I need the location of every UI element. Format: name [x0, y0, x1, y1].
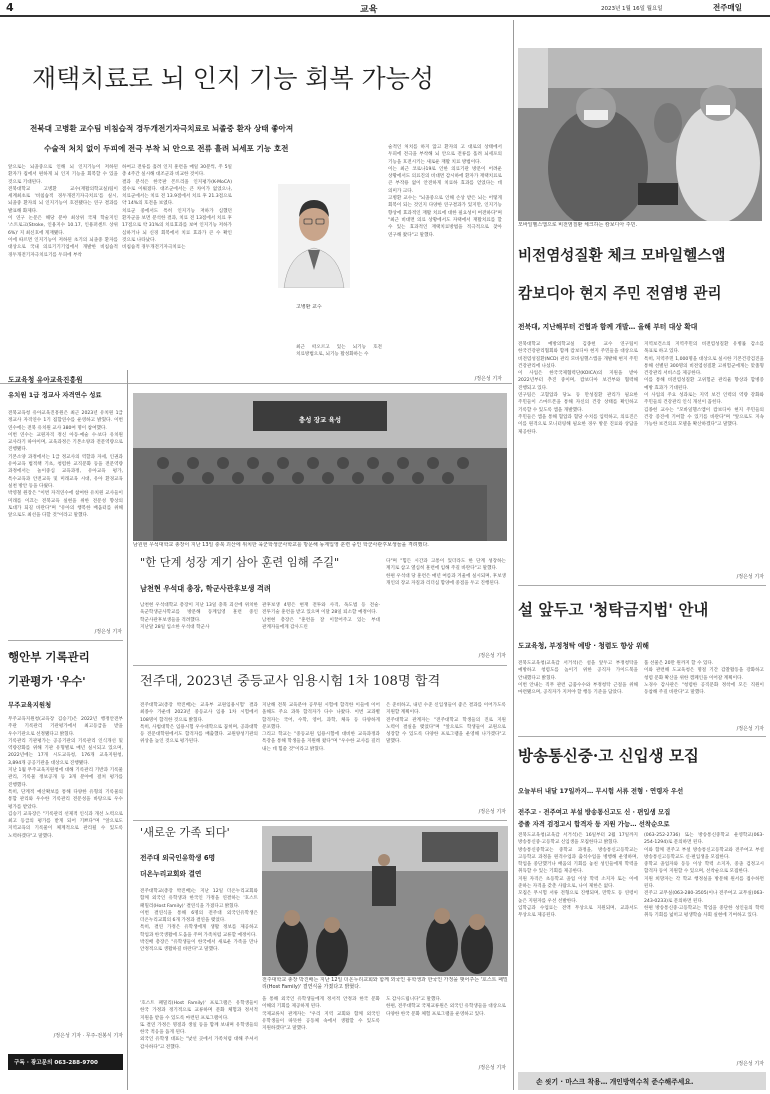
training-col-1: 남천현 우석대학교 총장이 지난 13일 충북 괴산에 위치한 육군학생군사학교를 방문해 동계입영 훈련 중인 학군사관후보생들을 격려했다. 지난달 28일 입소한 우석대 학군사 [140, 603, 258, 630]
family-subhead-2: 더온누리교회와 결연 [140, 870, 202, 878]
campaign-text: 손 씻기 · 마스크 착용… 개인방역수칙 준수해주세요. [536, 1078, 694, 1086]
top-col-2: 하여고 전류를 흘려 인지 훈련을 매일 30분씩, 주 5일 총 4주간 실시해 대조군과 비교한 것이다. 결과 분석은 한국판 몬트리올 인지평가(K-MoCA) 점수로 이뤄졌다. 대조군에서는 큰 차이가 없었으나, 치료군에서는 치료 전 13.9점에서 치료 후 21.3점으로 약 14%의 호전을 보였다. 치료군 중에서도 특히 인지기능 저하가 심했던 환자군을 보면 분석한 결과, 치료 전 13점에서 치료 후 17점으로 약 31%의 치료효과를 보여 인지기능 저하가 심하거나 뇌 신경 회복에서 치료 효과가 큰 수 확인 것으로 나타났다. 비침습적 경두개전기자극치료는 [122, 165, 232, 251]
host-family-photo-caption: 전주대학교 총장 박진배는 지난 12일 더온누리교회와 함께 외국인 유학생과 한국인 가정을 맺어주는 '호스트 패밀리(Host Family)' 결연식을 가졌다고 밝혔다. [262, 977, 508, 990]
exam-byline: /정은성 기자 [478, 809, 506, 815]
training-subhead: 남천현 우석대 총장, 학군사관후보생 격려 [140, 584, 271, 593]
woosuk-photo-caption: 남원현 우석대학교 총장이 지난 13일 충북 괴산에 위치한 육군학생군사학교를 방문해 동계입영 훈련 중인 학군사관후보생들을 격려했다. [133, 542, 429, 548]
right-rule-2 [518, 736, 766, 737]
middle-rule-2 [133, 820, 507, 821]
records-kicker: 무주교육지원청 [8, 701, 52, 709]
section-label: 교육 [360, 5, 378, 15]
broadcast-school-byline: /정은성 기자 [736, 1061, 764, 1067]
graft-law-col-1: 전북도교육청(교육감 서거석)은 설을 앞두고 부정청탁을 예방하고 청렴도를 높이기 위한 공직자 가이드북을 안내했다고 밝혔다. 이번 안내는 직무 관련 금품수수와 부정청탁 근절을 위해 마련됐으며, 공직자가 지켜야 할 행동 기준을 담았다. [518, 661, 638, 696]
page-header [0, 0, 770, 15]
kindergarten-kicker: 도교육청 유아교육진흥원 [8, 376, 83, 384]
paper-name: 전주매일 [713, 3, 742, 12]
family-col-3: 을 통해 외국인 유학생들에게 정서적 안정과 한국 문화 이해의 기회를 제공하게 된다. 국제교류처 관계자는 "우리 지역 교회와 함께 외국인 유학생들이 따뜻한 공동체 속에서 생활할 수 있도록 지원하겠다"고 말했다. [262, 997, 380, 1032]
top-article [0, 20, 512, 384]
campaign-banner [518, 1072, 766, 1090]
graft-law-subhead: 도교육청, 부정청탁 예방 · 청렴도 향상 위해 [518, 642, 649, 650]
kindergarten-body: 전북교육청 유아교육진흥원은 최근 2023년 유치원 1급 정교사 자격연수 1기 집합연수를 운영하고 밝혔다. 이번 연수에는 전북 유치원 교사 380여 명이 참여했다. 이번 연수는 교원자격 정신 아동·예술 수·보다 유치원 교사라기 따아이며, 교육과정은 기본소양과 전문역량으로 진행됐다. 기본소양 과정에서는 1급 정교사의 역할과 자세, 인권과 유아교육 법적책 기초, 청렴한 교직문화 등을 전문역량 과정에서는 놀이중심 교육과정, 유아교육 평가, 특수교육과 안전교육 및 미래교육 시대, 유아 환경교육 실천 방안 등을 다뤘다. 박영철 원장은 "이번 자격연수에 참여한 유치원 교사들이 미래를 이끄는 전북교육 실현을 위한 전문성 향상의 토대가 되길 바란다"며 "유아의 행복한 배움터를 위해 앞으로도 최선을 다할 것"이라고 말했다. [8, 411, 123, 519]
family-subhead-1: 전주대 외국인유학생 6명 [140, 854, 216, 862]
broadcast-school-subhead-1: 오늘부터 내달 17일까지… 무시험 서류 전형 · 연령자 우선 [518, 787, 684, 795]
top-byline: /정은성 기자 [474, 376, 502, 382]
family-quote: '새로운 가족 되다' [140, 826, 230, 839]
records-body: 무주교육지원청(교육장 김승기)은 2022년 행정안전부 주관 기록관리 기관평가에서 최고등급을 받을 우수기관으로 선정됐다고 밝혔다. 기록관리 기관평가는 공공기관의 기록관리 인식개선 및 역량강화를 위해 기관 유형별로 매년 실시되고 있으며, 2022년에는 17개 시도교육청, 176개 교육지원청, 3,894개 공공기관을 대상으로 진행됐다. 지난 1월 무주교육지원청에 대해 기록관리 기반과 기록물 관리, 기록물 정보공개 등 3개 분야에 걸쳐 평가를 진행했다. 특히, 단계적 예산확보를 통해 다양한 유형의 기록물의 통합 관리와 우수한 기록관리 전문성을 바탕으로 우수 평가를 받았다. 김승기 교육장은 "기록관리 선제적 인식과 개선 노력으로 최고 등급의 평가를 받게 되어 기쁘다"며 "앞으로도 지역교육의 기록물이 체계적으로 관리될 수 있도록 노력하겠다"고 말했다. [8, 717, 123, 839]
exam-col-3: 은 준비하고, 내년 수준 신입생들이 좋은 결과를 이어가도록 지원할 계획이다. 전주대학교 관계자는 "전주대학교 학생들의 진로 지원 노력이 결실을 맺었다"며 "앞으로도 학생들이 교원으로 성장할 수 있도록 다양한 프로그램을 운영해 나가겠다"고 말했다. [386, 703, 506, 745]
top-headline: 재택치료로 뇌 인지 기능 회복 가능성 [32, 64, 434, 93]
banner-sign: 충성 장교 육성 [298, 416, 342, 424]
kindergarten-byline: /정은성 기자 [94, 629, 122, 635]
health-app-headline-1: 비전염성질환 체크 모바일헬스앱 [518, 247, 726, 264]
top-col-3: 최근 떠오르고 있는 뇌기능 호전 치료방법으로, 뇌기능 활성화하는 수 [296, 345, 382, 358]
family-col-4: 도 감사드립니다"고 말했다. 한편, 전주대학교 국제교류원은 외국인 유학생들을 대상으로 다양한 한국 문화 체험 프로그램을 운영하고 있다. [386, 997, 506, 1017]
records-headline-1: 행안부 기록관리 [8, 650, 90, 664]
issue-date: 2023년 1월 16일 월요일 [601, 6, 663, 12]
left-divider [127, 370, 128, 1090]
subscription-ad [8, 1054, 123, 1070]
kindergarten-subhead: 유치원 1급 정교사 자격연수 성료 [8, 391, 102, 399]
graft-law-headline: 설 앞두고 '청탁금지법' 안내 [518, 600, 709, 619]
top-col-4: 술적인 처치를 하지 않고 환자의 고 대로의 상태에서 두피에 전극을 부착해 뇌 안으로 전류를 흘려 뇌세포의 기능을 호전시키는 새로운 재활 치료 방법이다. 이는 최근 코로나19로 인한 의료기관 방문이 어려운 상황에서도 의료진의 비대면 감시하에 환자가 재택치료로 큰 부작용 없이 안전하게 치료하 효과를 얻었다는 데 의미가 크다. 고병환 교수는 "뇌졸중으로 인해 손상 받은 뇌는 어떻게 회복이 되는 것인지 다양한 연구결과가 있지만, 인지기능 향상에 효과적인 재활 치료에 대한 필요성이 여전하다"며 "최근 비대면 의료 상황에서도 자택에서 재활치료를 할 수 있는 효과적인 재택치료방법을 적극적으로 찾아 연구해 왔다"고 말했다. [388, 145, 502, 238]
exam-col-2: 지난해 전북 교육분야 공무원 시험에 합격한 이들에 이어 올해도 주요 과목 합격자가 다수 나왔다. 이번 교과별 합격자는 국어, 수학, 영어, 과학, 체육 등 다양하게 분포했다. 그리고 학교는 "중등교원 임용시험에 대비한 교육과정과 특강을 통해 학생들을 지원해 왔다"며 "우수한 교사를 길러 내는 데 힘쓸 것"이라고 밝혔다. [262, 703, 380, 752]
training-col-2: 관후보생 4명은 현재 전투와 사격, 독도법 등 전술·전투기술 훈련을 받고 있으며 이달 28일 퇴소할 예정이다. 남천현 총장은 "훈련을 잘 이끌어주고 있는 부대 관계자들에게 감사드린 [262, 603, 380, 630]
subscription-ad-text: 구독 · 광고문의 063-288-9700 [14, 1060, 98, 1066]
mobile-health-caption: 모바일헬스앱으로 비전염질환 체크하는 캄보디아 주민. [518, 222, 638, 228]
left-rule-1 [8, 640, 123, 641]
health-app-col-2: 지역보건소의 지역주민의 비전염성질환 유병률 감소를 목표로 하고 있다. 특히, 지역주민 1,000명을 대상으로 실시한 기본건강검진을 통해 선별된 300명의 비전염성질환 고위험군에게는 맞춤형 건강관리 서비스를 제공한다. 이를 통해 비전염성질환 고위험군 관리율 향상과 합병증 예방 효과가 기대된다. 이 사업의 주요 성과로는 지역 보건 인력의 역량 강화와 주민들의 건강관리 인식 개선이 꼽힌다. 김종헌 교수는 "모바일헬스앱이 캄보디아 현지 주민들의 건강 증진에 기여할 수 있기를 바란다"며 "앞으로도 지속 가능한 보건의료 모델을 확산하겠다"고 말했다. [644, 342, 764, 428]
graft-law-byline: /정은성 기자 [736, 726, 764, 732]
broadcast-school-col-2: (063-252-2736) 또는 방송통신중학교 운영학교(063-254-1294)로 문의하면 된다. 이와 함께 전주고 부설 방송통신고등학교와 전주여고 부설 방송통신고등학교도 신·편입생을 모집한다. 중학교 졸업자와 동등 이상 학력 소지자, 중졸 검정고시 합격자 등이 지원할 수 있으며, 선착순으로 모집한다. 지원 희망자는 각 학교 행정실을 방문해 원서를 접수하면 된다. 전주고 교무실(063-280-3505)이나 전주여고 교무실(063-243-0233)로 문의하면 된다. 한편 방송통신중·고등학교는 학업을 중단한 성인들의 학력 취득 기회를 넓히고 평생학습 사회 실현에 기여하고 있다. [644, 833, 764, 919]
broadcast-school-headline: 방송통신중·고 신입생 모집 [518, 746, 699, 765]
exam-col-1: 전주대학교(총장 박진배)는 교육부 교원임용시험' 결과 최종수 가운데 2023년 중등교사 임용 1차 시험에서 108명이 합격한 것으로 밝혔다. 특히, 사범대학은 임용시험 우수대학으로 꼽히며, 공과대학 등 전문대학원에서도 합격자를 배출했다. 교원양성기관의 위상을 높인 것으로 평가된다. [140, 703, 258, 745]
training-col-3: 다"며 "힘든 시간과 고통이 있더라도 한 단계 성장하는 계기로 삼고 열심히 훈련에 임해 주길 바란다"고 말했다. 한편 우석대 당 훈련은 매년 여름과 겨울에 실시되며, 후보생 개인의 장교 자질과 리더십 함양에 중점을 두고 진행된다. [386, 559, 506, 586]
graft-law-col-2: 품 선물은 20만 원까지 할 수 있다. 이와 관련해 도교육청은 명절 기간 감찰활동을 강화하고 청렴 문화 확산을 위한 캠페인을 이어갈 계획이다. 노경수 감사관은 "청렴한 공직문화 정착에 모든 직원이 동참해 주길 바란다"고 말했다. [644, 661, 764, 696]
health-app-subhead: 전북대, 지난해부터 건협과 함께 개발… 올해 부터 대상 확대 [518, 323, 698, 331]
portrait-caption: 고병환 교수 [296, 304, 322, 310]
family-byline: /정은성 기자 [478, 1065, 506, 1071]
woosuk-cadets-photo [133, 393, 507, 541]
broadcast-school-col-1: 전북도교육청(교육감 서거석)은 16일부터 2월 17일까지 방송통신중·고등학교 신입생을 모집한다고 밝혔다. 방송통신중학교는 중학교 과정을, 방송통신고등학교는 고등학교 과정을 원격수업과 출석수업을 병행해 운영하며, 학업을 중단했거나 배움의 기회를 놓친 성인들에게 학력을 취득할 수 있는 기회를 제공한다. 지원 자격은 초등학교 졸업 이상 학력 소지자 또는 이에 준하는 자격을 갖춘 사람으로, 나이 제한은 없다. 모집은 무시험 서류 전형으로 진행되며, 만학도 등 연령이 높은 지원자를 우선 선발한다. 입학금과 수업료는 전액 무상으로 지원되며, 교과서도 무상으로 제공된다. [518, 833, 638, 919]
family-col-2-text: '호스트 패밀리(Host Family)' 프로그램은 유학생들이 한국 가정과 정기적으로 교류하며 문화 체험과 정서적 지원을 받을 수 있도록 마련된 프로그램이다. 또 결연 가정은 명절과 생일 등을 함께 보내며 유학생들의 한국 적응을 돕게 된다. 외국인 유학생 대표는 "낯선 곳에서 가족처럼 대해 주셔서 감사하다"고 전했다. [140, 1001, 258, 1050]
top-subhead-1: 전북대 고병환 교수팀 비침습적 경두개전기자극치료로 뇌졸중 환자 상태 좋아져 [30, 124, 294, 133]
records-headline-2: 기관평가 '우수' [8, 674, 86, 688]
health-app-headline-2: 캄보디아 현지 주민 전염병 관리 [518, 285, 722, 302]
middle-rule-1 [133, 665, 507, 666]
host-family-photo [262, 826, 508, 976]
top-subhead-2: 수술적 처치 없이 두피에 전극 부착 뇌 안으로 전류 흘려 뇌세포 기능 호전 [44, 144, 289, 153]
family-col-1: 전주대학교(총장 박진배)는 지난 12일 더온누리교회와 함께 외국인 유학생과 한국인 가정을 연결하는 '호스트 패밀리(Host Family)' 결연식을 가졌다고 밝혔다. 이번 결연식을 통해 6명의 전주대 외국인유학생은 더온누리교회의 6개 가정과 결연을 맺었다. 특히, 결연 가정은 유학생에게 생활 정보를 제공하고 학업과 한국생활에 도움을 주며 가족처럼 교류할 예정이다. 박진배 총장은 "유학생들이 한국에서 새로운 가족을 만나 안정적으로 생활하길 바란다"고 말했다. [140, 889, 258, 953]
portrait-photo [278, 184, 350, 288]
health-app-col-1: 전북대학교 예방의학교실 김종헌 교수 연구팀이 한국건강관리협회와 함께 캄보디아 현지 주민들을 대상으로 비전염성질환(NCD) 관리 모바일헬스앱을 개발해 현지 주민 건강관리에 나섰다. 이 사업은 한국국제협력단(KOICA)의 지원을 받아 2022년부터 추진 중이며, 캄보디아 보건부와 협력해 진행되고 있다. 연구팀은 고혈압과 당뇨 등 만성질환 관리가 필요한 주민들이 스마트폰을 통해 자신의 건강 상태를 확인하고 기록할 수 있도록 앱을 개발했다. 주민들은 앱을 통해 혈압과 혈당 수치를 입력하고, 의료진은 이를 원격으로 모니터링해 필요한 경우 방문 진료와 상담을 제공한다. [518, 342, 638, 435]
header-rule [0, 15, 770, 17]
page-number: 4 [6, 1, 14, 14]
top-divider [513, 20, 514, 1090]
top-col-1: 앞으로는 뇌졸중으로 인해 뇌 인지기능이 저하된 환자가 집에서 편하게 뇌 인지 기능을 회복할 수 있을 것으로 기대된다. 전북대학교 고병환 교수(재활의학교실)팀이 세계최초로 '비침습적 경두개전기자극치료'를 실시, 뇌졸중 환자의 뇌 인지기능이 호전됐다는 연구 결과를 발표해 화제다. 이 연구 논문은 해당 분야 최상위 국제 학술지인 '스트로크(Stroke, 인용지수 10.17, 인용퍼센트 상위 6%)' 지 최신호에 게재됐다. 이에 따르면 인지기능이 저하된 초기의 뇌졸중 환자를 대상으로 국내 의료기기기업에서 개발한 비침습적 경두개전기자극치료기를 두피에 부착 [8, 165, 118, 258]
health-app-byline: /정은성 기자 [736, 574, 764, 580]
training-quote: "한 단계 성장 계기 삼아 훈련 임해 주길" [140, 556, 340, 569]
broadcast-school-subhead-2: 전주고 · 전주여고 부설 방송통신고도 신 · 편입생 모집 중졸 자격 검정고시 합격자 등 지원 가능… 선착순으로 [518, 808, 671, 828]
records-byline: /정은성 기자 · 무주-전봉식 기자 [53, 1033, 123, 1039]
right-rule-1 [518, 585, 766, 586]
mobile-health-photo [518, 48, 762, 221]
exam-headline: 전주대, 2023년 중등교사 임용시험 1차 108명 합격 [140, 674, 441, 689]
training-byline: /정은성 기자 [478, 653, 506, 659]
